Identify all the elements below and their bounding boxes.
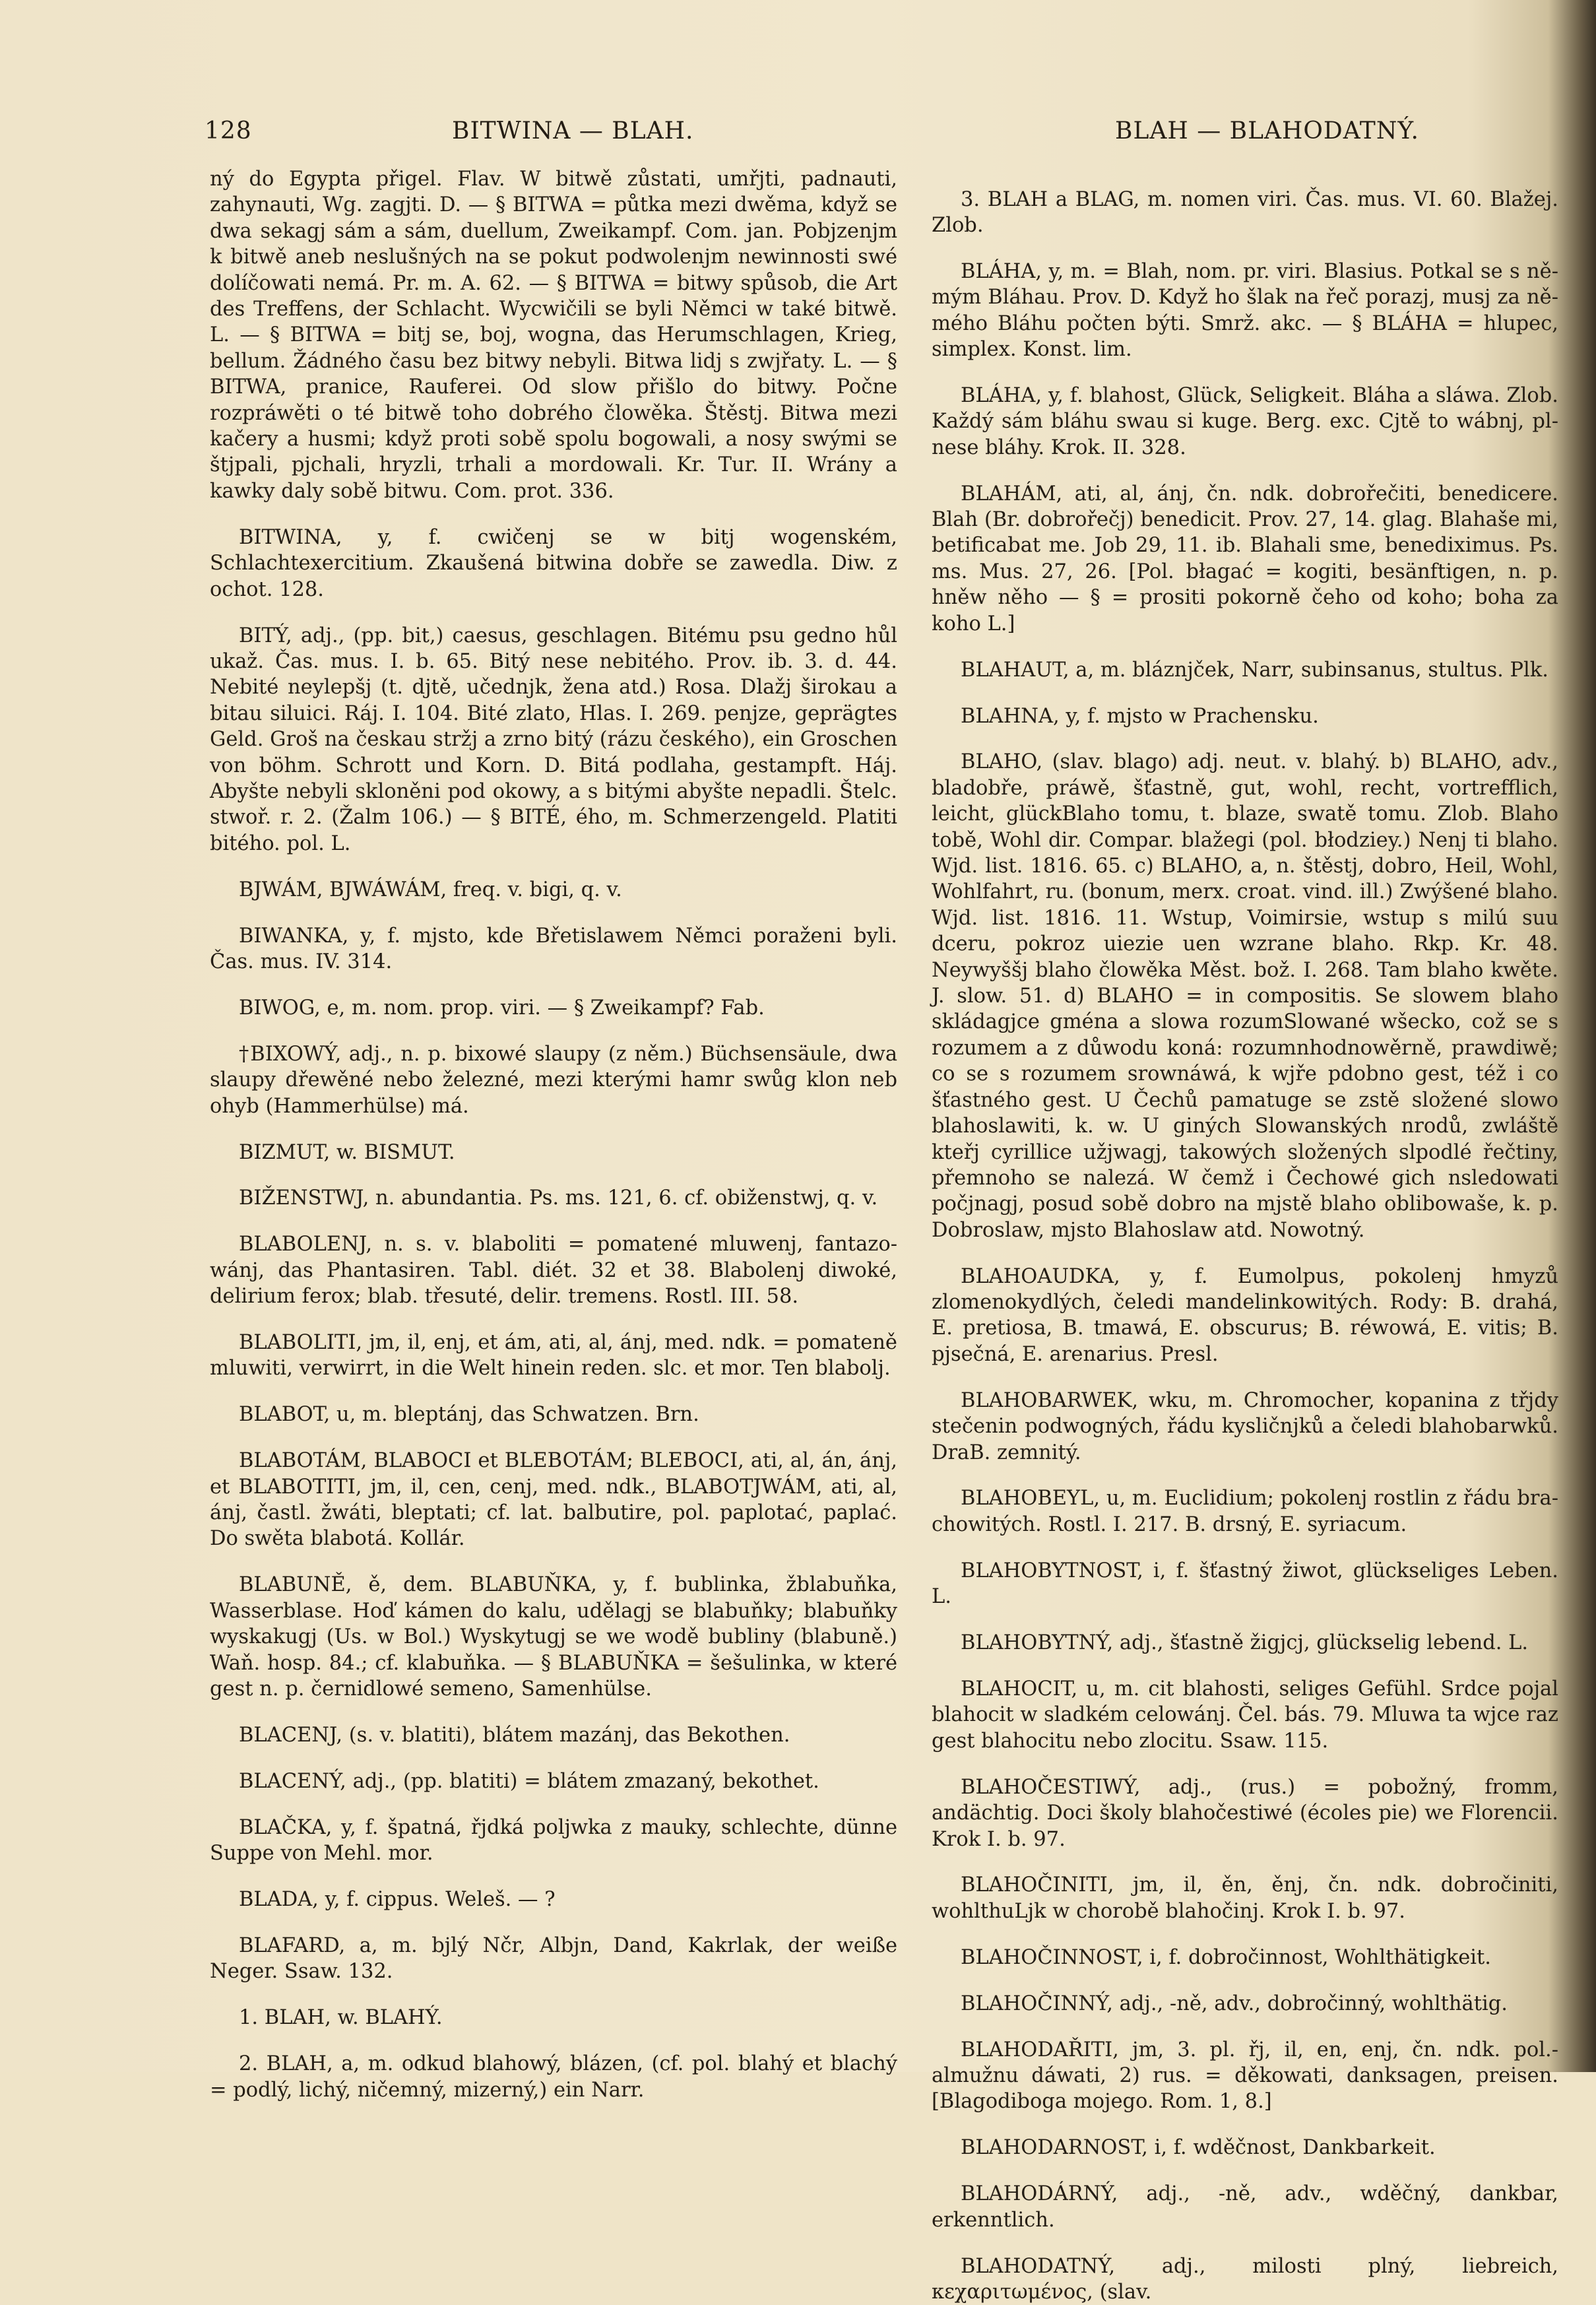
dictionary-entry: BLACENJ, (s. v. blatiti), blátem mazánj, das Bekothen. <box>210 1722 897 1748</box>
dictionary-entry: BLAČKA, y, f. špatná, řjdká poljwka z mauky, schlechte, dünne Suppe von Mehl. mor. <box>210 1815 897 1867</box>
dictionary-entry: BLAHODARNOST, i, f. wděčnost, Dankbarkeit. <box>932 2135 1558 2160</box>
dictionary-entry: BIWANKA, y, f. mjsto, kde Břetislawem Němci poraženi byli. Čas. mus. IV. 314. <box>210 923 897 975</box>
dictionary-entry: BLABOT, u, m. bleptánj, das Schwatzen. Brn. <box>210 1402 897 1427</box>
page-number: 128 <box>205 117 252 145</box>
running-head-left: BITWINA — BLAH. <box>452 117 694 145</box>
dictionary-entry: BLABOLITI, jm, il, enj, et ám, ati, al, ánj, med. ndk. = pomateně mluwiti, verwirrt, in die Welt hinein reden. slc. et mor. Ten blabolj. <box>210 1330 897 1382</box>
dictionary-entry: BLÁHA, y, m. = Blah, nom. pr. viri. Blasius. Potkal se s němým Bláhau. Prov. D. Když ho šlak na řeč porazj, musj za němého Bláhu počten býti. Smrž. akc. — § BLÁHA = hlupec, simplex. Konst. lim. <box>932 259 1558 363</box>
dictionary-entry: BLABOTÁM, BLABOCI et BLEBOTÁM; BLEBOCI, ati, al, án, ánj, et BLABOTITI, jm, il, cen, cenj, med. ndk., BLABOTJWÁM, ati, al, ánj, častl. žwáti, bleptati; cf. lat. balbutire, pol. paplotać, paplać. Do swěta blabotá. Kollár. <box>210 1448 897 1552</box>
dictionary-entry: BLAHOCIT, u, m. cit blahosti, seliges Gefühl. Srdce pojal blahocit w sladkém celowánj. Čel. bás. 79. Mluwa ta wjce raz gest blahocitu nebo zlocitu. Ssaw. 115. <box>932 1676 1558 1754</box>
dictionary-entry: BLACENÝ, adj., (pp. blatiti) = blátem zmazaný, bekothet. <box>210 1769 897 1794</box>
dictionary-entry: BITÝ, adj., (pp. bit,) caesus, geschlagen. Bitému psu gedno hůl ukaž. Čas. mus. I. b. 65. Bitý nese nebitého. Prov. ib. 3. d. 44. Nebité neylepšj (t. djtě, učednjk, žena atd.) Rosa. Dlažj širokau a bitau siluici. Ráj. I. 104. Bité zlato, Hlas. I. 269. penjze, geprägtes Geld. Groš na českau stržj a zrno bitý (rázu českého), ein Groschen von böhm. Schrott und Korn. D. Bitá podlaha, gestampft. Háj. Abyšte nebyli skloněni pod okowy, a s bitými abyšte nepadli. Štelc. stwoř. r. 2. (Žalm 106.) — § BITÉ, ého, m. Schmerzengeld. Platiti bitého. pol. L. <box>210 623 897 857</box>
dictionary-entry: BLAHODATNÝ, adj., milosti plný, liebreich, κεχαριτωμένος, (slav. <box>932 2254 1558 2305</box>
dictionary-entry: BLAHOČESTIWÝ, adj., (rus.) = pobožný, fromm, andächtig. Doci školy blahočestiwé (écoles pie) we Florencii. Krok I. b. 97. <box>932 1774 1558 1852</box>
dictionary-entry: 3. BLAH a BLAG, m. nomen viri. Čas. mus. VI. 60. Blažej. Zlob. <box>932 187 1558 239</box>
dictionary-entry: BLAHOBYTNÝ, adj., šťastně žigjcj, glückselig lebend. L. <box>932 1630 1558 1656</box>
dictionary-entry: BLAHOČINNOST, i, f. dobročinnost, Wohlthätigkeit. <box>932 1945 1558 1970</box>
dictionary-entry: BLAHOČINNÝ, adj., -ně, adv., dobročinný, wohlthätig. <box>932 1991 1558 2017</box>
right-column <box>932 166 1558 1862</box>
dictionary-entry: BLABUNĚ, ě, dem. BLABUŇKA, y, f. bublinka, žblabuňka, Wasserblase. Hoď kámen do kalu, udělagj se blabuňky; blabuňky wyskakugj (Us. w Bol.) Wyskytugj se we wodě bubliny (blabuně.) Waň. hosp. 84.; cf. klabuňka. — § BLABUŇKA = šešulinka, w které gest n. p. černidlowé semeno, Samenhülse. <box>210 1572 897 1702</box>
dictionary-entry: BLAHAUT, a, m. bláznjček, Narr, subinsanus, stultus. Plk. <box>932 657 1558 683</box>
dictionary-entry: BLAHODÁRNÝ, adj., -ně, adv., wděčný, dankbar, erkenntlich. <box>932 2181 1558 2233</box>
dictionary-entry: BIZMUT, w. BISMUT. <box>210 1140 897 1165</box>
dictionary-entry: BLAHOBEYL, u, m. Euclidium; pokolenj rostlin z řádu brachowitých. Rostl. I. 217. B. drsný, E. syriacum. <box>932 1485 1558 1538</box>
dictionary-entry: BJWÁM, BJWÁWÁM, freq. v. bigi, q. v. <box>210 877 897 903</box>
dictionary-entry: BLADA, y, f. cippus. Weleš. — ? <box>210 1887 897 1912</box>
dictionary-entry: ný do Egypta přigel. Flav. W bitwě zůstati, umřjti, padnauti, zahynauti, Wg. zagjti. D. — § BITWA = půtka mezi dwěma, když se dwa sekagj sám a sám, duellum, Zweikampf. Com. jan. Pobjzenjm k bitwě aneb neslušných na se pokut podwolenjm newinnosti swé dolíčowati nemá. Pr. m. A. 62. — § BITWA = bitwy spůsob, die Art des Treffens, der Schlacht. Wycwičili se byli Němci w také bitwě. L. — § BITWA = bitj se, boj, wogna, das Herumschlagen, Krieg, bellum. Žádného času bez bitwy nebyli. Bitwa lidj s zwjřaty. L. — § BITWA, pranice, Rauferei. Od slow přišlo do bitwy. Počne rozpráwěti o té bitwě toho dobrého člowěka. Štěstj. Bitwa mezi kačery a husmi; když proti sobě spolu bogowali, a nosy swými se štjpali, pjchali, hryzli, trhali a mordowali. Kr. Tur. II. Wrány a kawky daly sobě bitwu. Com. prot. 336. <box>210 166 897 504</box>
dictionary-entry: BLÁHA, y, f. blahost, Glück, Seligkeit. Bláha a sláwa. Zlob. Každý sám bláhu swau si kuge. Berg. exc. Cjtě to wábnj, plnese bláhy. Krok. II. 328. <box>932 383 1558 461</box>
dictionary-entry: BLAHO, (slav. blago) adj. neut. v. blahý. b) BLAHO, adv., bladobře, práwě, šťastně, gut, wohl, recht, vortrefflich, leicht, glückBlaho tomu, t. blaze, swatě tomu. Zlob. Blaho tobě, Wohl dir. Compar. blažegi (pol. błodziey.) Nenj ti blaho. Wjd. list. 1816. 65. c) BLAHO, a, n. štěstj, dobro, Heil, Wohl, Wohlfahrt, ru. (bonum, merx. croat. vind. ill.) Zwýšené blaho. Wjd. list. 1816. 11. Wstup, Voimirsie, wstup s milú suu dceru, pokroz uiezie uen wzrane blaho. Rkp. Kr. 48. Neywyššj blaho člowěka Měst. bož. I. 268. Tam blaho kwěte. J. slow. 51. d) BLAHO = in compositis. Se slowem blaho skládagjce gména a slowa rozumSlowané wšecko, což se s rozumem a z důwodu koná: rozumnhodnowěrně, prawdiwě; co se s rozumem srownáwá, k wjře pdobno gest, též i co šťastného gest. U Čechů pamatuge se zstě složené slowo blahoslawiti, k. w. U giných Slowanských nrodů, zwláště kteřj cyrillice užjwagj, takowých složených slpodlé řečtiny, přemnoho se nalezá. W čemž i Čechowé gich nsledowati počjnagj, posud sobě dobro na mjstě blaho oblibowaše, k. p. Dobroslaw, mjsto Blahoslaw atd. Nowotný. <box>932 749 1558 1243</box>
left-column <box>210 166 897 1862</box>
dictionary-entry: BIWOG, e, m. nom. prop. viri. — § Zweikampf? Fab. <box>210 995 897 1021</box>
dictionary-entry: †BIXOWÝ, adj., n. p. bixowé slaupy (z něm.) Büchsensäule, dwa slaupy dřewěné nebo železné, mezi kterými hamr swůg klon neb ohyb (Hammerhülse) má. <box>210 1041 897 1119</box>
dictionary-entry: BLAHNA, y, f. mjsto w Prachensku. <box>932 703 1558 729</box>
dictionary-entry: BLAHOBARWEK, wku, m. Chromocher, kopanina z třjdy stečenin podwogných, řádu kysličnjků a čeledi blahobarwků. DraB. zemnitý. <box>932 1388 1558 1466</box>
dictionary-entry: 1. BLAH, w. BLAHÝ. <box>210 2005 897 2030</box>
dictionary-entry: BLAHOAUDKA, y, f. Eumolpus, pokolenj hmyzů zlomenokydlých, čeledi mandelinkowitých. Rody: B. drahá, E. pretiosa, B. tmawá, E. obscurus; B. réwowá, E. vitis; B. pjsečná, E. arenarius. Presl. <box>932 1264 1558 1368</box>
dictionary-entry: BLAHODAŘITI, jm, 3. pl. řj, il, en, enj, čn. ndk. pol.almužnu dáwati, 2) rus. = děkowati, danksagen, preisen. [Blagodiboga mojego. Rom. 1, 8.] <box>932 2037 1558 2115</box>
dictionary-entry: BLAHOČINITI, jm, il, ěn, ěnj, čn. ndk. dobročiniti, wohlthuLjk w chorobě blahočinj. Krok I. b. 97. <box>932 1872 1558 1924</box>
running-header <box>205 117 1550 154</box>
dictionary-entry: BLAHOBYTNOST, i, f. šťastný žiwot, glückseliges Leben. L. <box>932 1558 1558 1610</box>
dictionary-entry: BLAFARD, a, m. bjlý Nč́r, Albjn, Dand, Kakrlak, der weiße Neger. Ssaw. 132. <box>210 1933 897 1985</box>
dictionary-entry: 2. BLAH, a, m. odkud blahowý, blázen, (cf. pol. blahý et blachý = podlý, lichý, ničemný, mizerný,) ein Narr. <box>210 2051 897 2103</box>
dictionary-entry: BLABOLENJ, n. s. v. blaboliti = pomatené mluwenj, fantazowánj, das Phantasiren. Tabl. diét. 32 et 38. Blabolenj diwoké, delirium ferox; blab. třesuté, delir. tremens. Rostl. III. 58. <box>210 1231 897 1309</box>
dictionary-entry: BIŽENSTWJ, n. abundantia. Ps. ms. 121, 6. cf. obiženstwj, q. v. <box>210 1185 897 1211</box>
running-head-right: BLAH — BLAHODATNÝ. <box>1115 117 1419 145</box>
dictionary-entry: BITWINA, y, f. cwičenj se w bitj wogenském, Schlachtexercitium. Zkaušená bitwina dobře se zawedla. Diw. z ochot. 128. <box>210 525 897 602</box>
dictionary-entry: BLAHÁM, ati, al, ánj, čn. ndk. dobrořečiti, benedicere. Blah (Br. dobrořečj) benedicit. Prov. 27, 14. glag. Blahaše mi, betificabat me. Job 29, 11. ib. Blahali sme, benediximus. Ps. ms. Mus. 27, 26. [Pol. błagać = kogiti, besänftigen, n. p. hněw něho — § = prositi pokorně čeho od koho; boha za koho L.] <box>932 481 1558 637</box>
